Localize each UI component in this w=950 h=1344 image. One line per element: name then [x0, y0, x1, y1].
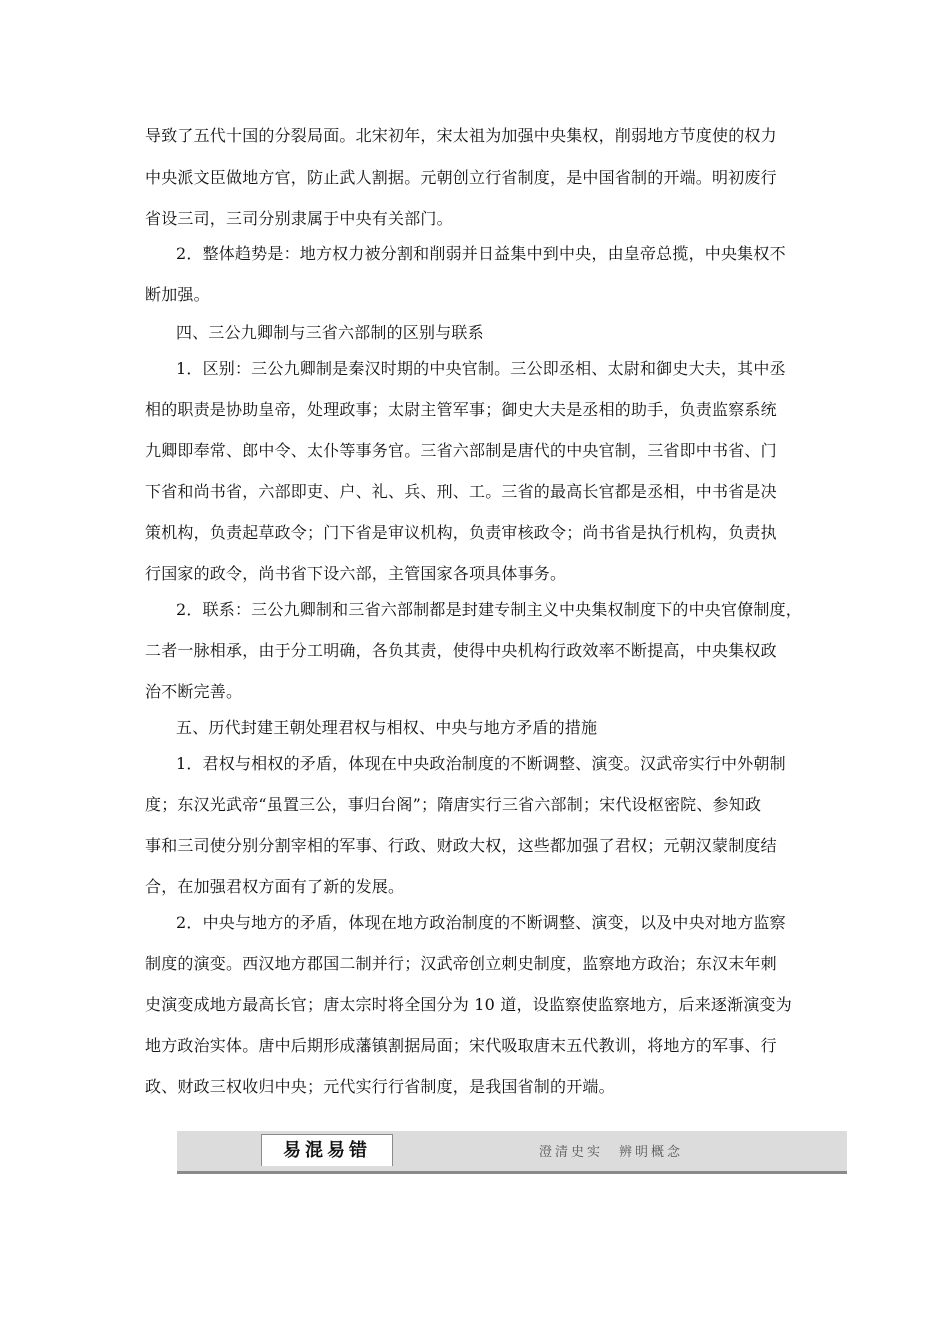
paragraph-line: 事和三司使分别分割宰相的军事、行政、财政大权，这些都加强了君权；元朝汉蒙制度结	[145, 836, 777, 855]
paragraph-line: 二者一脉相承，由于分工明确，各负其责，使得中央机构行政效率不断提高，中央集权政	[145, 641, 777, 660]
paragraph-line: 省设三司，三司分别隶属于中央有关部门。	[145, 209, 453, 228]
paragraph-line: 策机构，负责起草政令；门下省是审议机构，负责审核政令；尚书省是执行机构，负责执	[145, 523, 777, 542]
paragraph-line: 合，在加强君权方面有了新的发展。	[145, 877, 405, 896]
paragraph-line: 1．君权与相权的矛盾，体现在中央政治制度的不断调整、演变。汉武帝实行中外朝制	[176, 754, 786, 773]
paragraph-line: 九卿即奉常、郎中令、太仆等事务官。三省六部制是唐代的中央官制，三省即中书省、门	[145, 441, 777, 460]
paragraph-line: 相的职责是协助皇帝，处理政事；太尉主管军事；御史大夫是丞相的助手，负责监察系统	[145, 400, 777, 419]
paragraph-line: 1．区别：三公九卿制是秦汉时期的中央官制。三公即丞相、太尉和御史大夫，其中丞	[176, 359, 786, 378]
banner-title: 易混易错	[261, 1134, 393, 1166]
paragraph-line: 行国家的政令，尚书省下设六部，主管国家各项具体事务。	[145, 564, 567, 583]
paragraph-line: 地方政治实体。唐中后期形成藩镇割据局面；宋代吸取唐末五代教训，将地方的军事、行	[145, 1036, 777, 1055]
paragraph-line: 制度的演变。西汉地方郡国二制并行；汉武帝创立刺史制度，监察地方政治；东汉末年刺	[145, 954, 777, 973]
paragraph-line: 下省和尚书省，六部即吏、户、礼、兵、刑、工。三省的最高长官都是丞相，中书省是决	[145, 482, 777, 501]
paragraph-line: 政、财政三权收归中央；元代实行行省制度，是我国省制的开端。	[145, 1077, 615, 1096]
paragraph-line: 中央派文臣做地方官，防止武人割据。元朝创立行省制度，是中国省制的开端。明初废行	[145, 168, 777, 187]
section-heading: 五、历代封建王朝处理君权与相权、中央与地方矛盾的措施	[176, 718, 598, 737]
paragraph-line: 度；东汉光武帝“虽置三公，事归台阁”；隋唐实行三省六部制；宋代设枢密院、参知政	[145, 795, 762, 814]
paragraph-line: 断加强。	[145, 285, 210, 304]
paragraph-line: 2．整体趋势是：地方权力被分割和削弱并日益集中到中央，由皇帝总揽，中央集权不	[176, 244, 786, 263]
section-banner	[177, 1131, 847, 1174]
paragraph-line: 导致了五代十国的分裂局面。北宋初年，宋太祖为加强中央集权，削弱地方节度使的权力	[145, 126, 777, 145]
section-heading: 四、三公九卿制与三省六部制的区别与联系	[176, 323, 484, 342]
paragraph-line: 2．联系：三公九卿制和三省六部制都是封建专制主义中央集权制度下的中央官僚制度，	[176, 600, 802, 619]
paragraph-line: 治不断完善。	[145, 682, 243, 701]
banner-subtitle: 澄清史实 辨明概念	[539, 1145, 684, 1160]
paragraph-line: 史演变成地方最高长官；唐太宗时将全国分为 10 道，设监察使监察地方，后来逐渐演变为	[145, 995, 792, 1014]
paragraph-line: 2．中央与地方的矛盾，体现在地方政治制度的不断调整、演变，以及中央对地方监察	[176, 913, 786, 932]
